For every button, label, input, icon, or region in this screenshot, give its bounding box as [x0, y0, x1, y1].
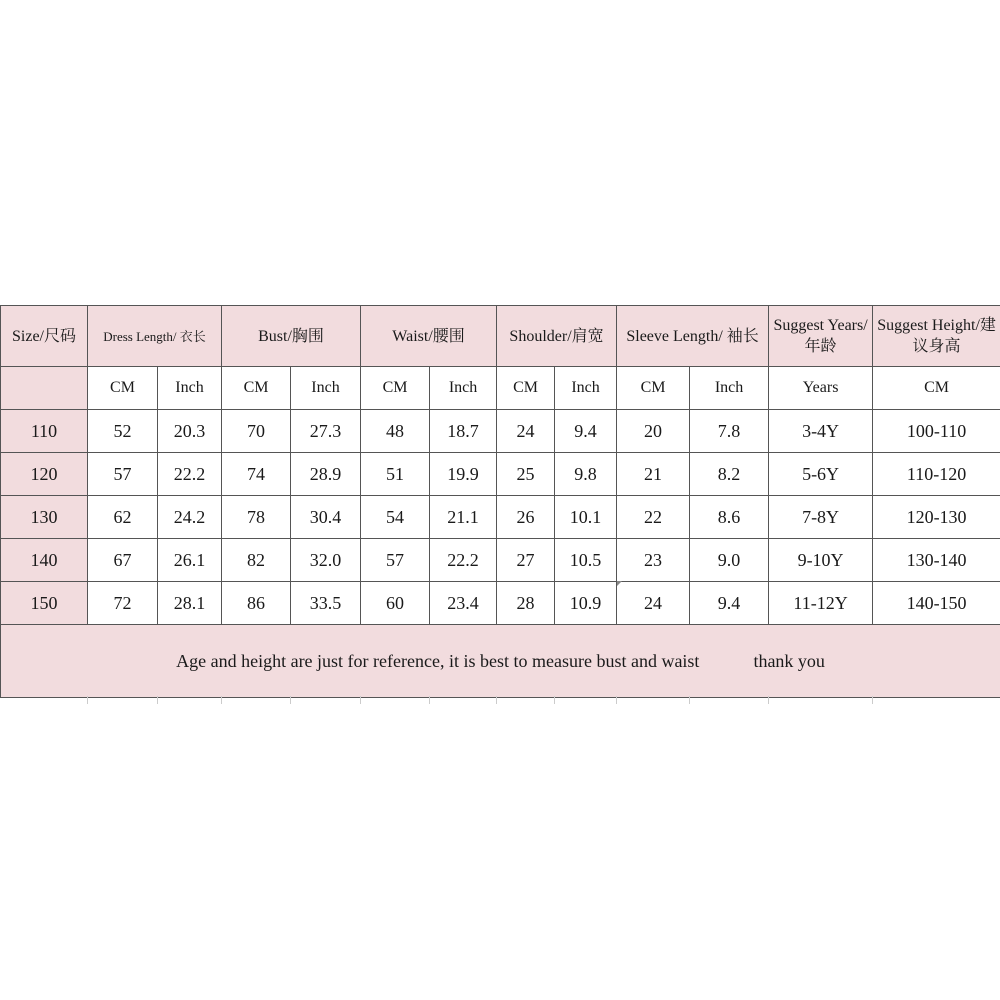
- table-cell: 9.4: [555, 410, 617, 453]
- unit-cell: Inch: [690, 367, 769, 410]
- table-cell: 52: [88, 410, 158, 453]
- table-cell: 20: [617, 410, 690, 453]
- unit-cell: Inch: [158, 367, 222, 410]
- table-row: [1, 582, 1000, 625]
- table-cell: 57: [88, 453, 158, 496]
- table-cell: 26.1: [158, 539, 222, 582]
- table-cell: 28: [497, 582, 555, 625]
- table-cell: 62: [88, 496, 158, 539]
- unit-cell: CM: [617, 367, 690, 410]
- header-shoulder: Shoulder/肩宽: [497, 306, 617, 367]
- unit-cell-blank: [1, 367, 88, 410]
- table-cell: 86: [222, 582, 291, 625]
- table-cell: 140-150: [873, 582, 1000, 625]
- table-cell: 10.5: [555, 539, 617, 582]
- table-cell: 22: [617, 496, 690, 539]
- unit-row: [1, 367, 1000, 410]
- cell-corner-marker: [617, 581, 622, 586]
- table-cell: 54: [361, 496, 430, 539]
- size-chart-table: [0, 305, 1000, 698]
- table-cell: 22.2: [158, 453, 222, 496]
- table-row: [1, 453, 1000, 496]
- header-dress-length: Dress Length/ 衣长: [88, 306, 222, 367]
- table-cell: 3-4Y: [769, 410, 873, 453]
- table-cell: 70: [222, 410, 291, 453]
- grid-line-tail: [872, 696, 873, 704]
- size-cell: 130: [1, 496, 88, 539]
- table-row: [1, 410, 1000, 453]
- table-cell: 18.7: [430, 410, 497, 453]
- thank-you-note: thank you: [753, 650, 825, 671]
- size-cell: 120: [1, 453, 88, 496]
- table-cell: 32.0: [291, 539, 361, 582]
- table-cell: 24.2: [158, 496, 222, 539]
- unit-cell: Inch: [291, 367, 361, 410]
- table-cell: 28.9: [291, 453, 361, 496]
- table-cell: 26: [497, 496, 555, 539]
- table-cell: 11-12Y: [769, 582, 873, 625]
- table-cell: 48: [361, 410, 430, 453]
- grid-line-tail: [360, 696, 361, 704]
- unit-cell: CM: [222, 367, 291, 410]
- header-sleeve-length: Sleeve Length/ 袖长: [617, 306, 769, 367]
- table-cell: 130-140: [873, 539, 1000, 582]
- table-cell: 60: [361, 582, 430, 625]
- header-size: Size/尺码: [1, 306, 88, 367]
- grid-line-tail: [290, 696, 291, 704]
- size-cell: 110: [1, 410, 88, 453]
- table-cell: 110-120: [873, 453, 1000, 496]
- table-cell: 82: [222, 539, 291, 582]
- table-cell: 5-6Y: [769, 453, 873, 496]
- unit-cell: CM: [361, 367, 430, 410]
- table-cell: 25: [497, 453, 555, 496]
- grid-line-tail: [768, 696, 769, 704]
- table-cell: 9-10Y: [769, 539, 873, 582]
- unit-cell: CM: [88, 367, 158, 410]
- table-cell: 67: [88, 539, 158, 582]
- table-row: [1, 496, 1000, 539]
- table-cell: 72: [88, 582, 158, 625]
- note-cell: [1, 625, 1000, 698]
- size-cell: 140: [1, 539, 88, 582]
- unit-cell: CM: [873, 367, 1000, 410]
- table-cell: 51: [361, 453, 430, 496]
- table-cell: 57: [361, 539, 430, 582]
- table-cell: 74: [222, 453, 291, 496]
- table-cell: 30.4: [291, 496, 361, 539]
- unit-cell: Years: [769, 367, 873, 410]
- table-cell: 100-110: [873, 410, 1000, 453]
- grid-line-tail: [689, 696, 690, 704]
- grid-line-tail: [554, 696, 555, 704]
- table-cell: 9.8: [555, 453, 617, 496]
- header-suggest-years: Suggest Years/ 年龄: [769, 306, 873, 367]
- table-cell: 120-130: [873, 496, 1000, 539]
- table-cell: 20.3: [158, 410, 222, 453]
- unit-cell: Inch: [555, 367, 617, 410]
- table-row: [1, 539, 1000, 582]
- table-cell: 24: [497, 410, 555, 453]
- header-waist: Waist/腰围: [361, 306, 497, 367]
- reference-note: Age and height are just for reference, it is best to measure bust and waist: [176, 650, 700, 671]
- table-cell: 33.5: [291, 582, 361, 625]
- grid-line-tail: [496, 696, 497, 704]
- grid-line-tail: [157, 696, 158, 704]
- table-cell: 8.2: [690, 453, 769, 496]
- table-cell: 23.4: [430, 582, 497, 625]
- table-cell: 21.1: [430, 496, 497, 539]
- table-cell: 8.6: [690, 496, 769, 539]
- table-cell: 7.8: [690, 410, 769, 453]
- header-bust: Bust/胸围: [222, 306, 361, 367]
- table-cell: 9.4: [690, 582, 769, 625]
- unit-cell: CM: [497, 367, 555, 410]
- header-suggest-height: Suggest Height/建 议身高: [873, 306, 1000, 367]
- table-cell: 24: [617, 582, 690, 625]
- table-cell: 27.3: [291, 410, 361, 453]
- table-cell: 10.1: [555, 496, 617, 539]
- table-cell: 27: [497, 539, 555, 582]
- table-cell: 9.0: [690, 539, 769, 582]
- table-cell: 7-8Y: [769, 496, 873, 539]
- table-cell: 28.1: [158, 582, 222, 625]
- table-cell: 78: [222, 496, 291, 539]
- unit-cell: Inch: [430, 367, 497, 410]
- table-cell: 22.2: [430, 539, 497, 582]
- table-cell: 23: [617, 539, 690, 582]
- header-row: [1, 306, 1000, 367]
- table-cell: 21: [617, 453, 690, 496]
- grid-line-tail: [221, 696, 222, 704]
- table-cell: 19.9: [430, 453, 497, 496]
- grid-line-tail: [87, 696, 88, 704]
- grid-line-tail: [616, 696, 617, 704]
- size-cell: 150: [1, 582, 88, 625]
- note-row: [1, 625, 1000, 698]
- table-cell: 10.9: [555, 582, 617, 625]
- grid-line-tail: [429, 696, 430, 704]
